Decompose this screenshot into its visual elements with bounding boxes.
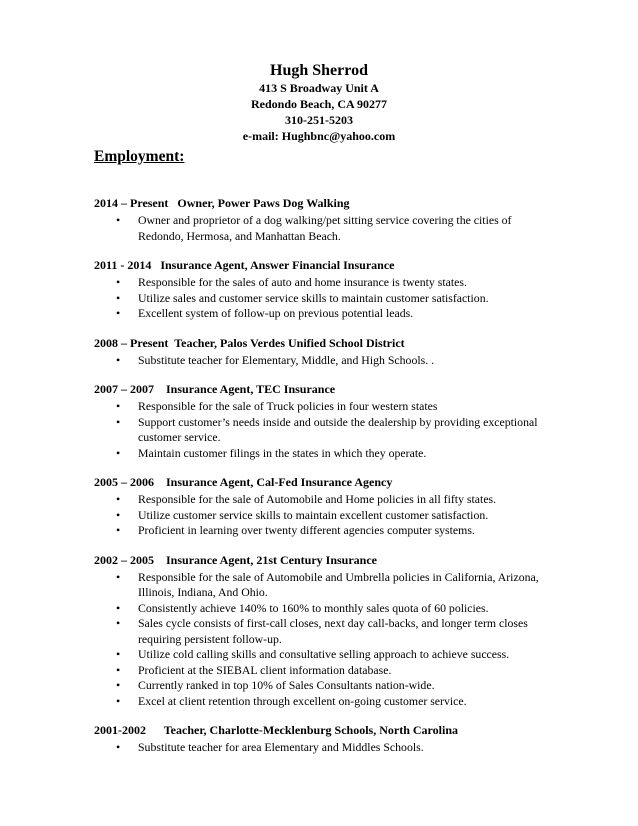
- job-bullet: • Responsible for the sale of Automobile and Home policies in all fifty states.: [94, 492, 554, 508]
- email-address: e-mail: Hughbnc@yahoo.com: [242, 129, 396, 143]
- job-bullet: • Substitute teacher for Elementary, Middle, and High Schools. .: [94, 353, 554, 369]
- job-bullets: [94, 492, 554, 539]
- job-entry: [94, 257, 554, 322]
- job-title: 2011 - 2014 Insurance Agent, Answer Financial Insurance: [94, 258, 395, 272]
- job-title: 2001-2002 Teacher, Charlotte-Mecklenburg Schools, North Carolina: [94, 723, 458, 737]
- job-bullet: • Owner and proprietor of a dog walking/pet sitting service covering the cities of Redondo, Hermosa, and Manhattan Beach.: [94, 213, 554, 244]
- job-bullets: [94, 399, 554, 461]
- job-title: 2002 – 2005 Insurance Agent, 21st Century Insurance: [94, 552, 378, 567]
- applicant-name: Hugh Sherrod: [270, 62, 368, 79]
- job-bullet: • Responsible for the sale of Truck policies in four western states: [94, 399, 554, 415]
- job-entry: [94, 335, 554, 369]
- job-title: 2008 – Present Teacher, Palos Verdes Unified School District: [94, 335, 405, 350]
- job-bullets: [94, 275, 554, 322]
- job-bullet: • Excellent system of follow-up on previous potential leads.: [94, 306, 554, 322]
- job-bullets: [94, 570, 554, 710]
- job-bullet: • Utilize sales and customer service skills to maintain customer satisfaction.: [94, 291, 554, 307]
- job-bullet: • Responsible for the sales of auto and home insurance is twenty states.: [94, 275, 554, 291]
- job-bullet: • Utilize cold calling skills and consultative selling approach to achieve success.: [94, 647, 554, 663]
- job-bullet: • Substitute teacher for area Elementary and Middles Schools.: [94, 740, 554, 756]
- contact-header: [0, 61, 638, 144]
- job-bullet: • Utilize customer service skills to maintain excellent customer satisfaction.: [94, 508, 554, 524]
- job-entry: [94, 552, 554, 710]
- job-bullet: • Support customer’s needs inside and outside the dealership by providing exceptional customer service.: [94, 415, 554, 446]
- job-bullet: • Excel at client retention through excellent on-going customer service.: [94, 694, 554, 710]
- job-title: 2005 – 2006 Insurance Agent, Cal-Fed Insurance Agency: [94, 475, 393, 489]
- job-bullet: • Responsible for the sale of Automobile and Umbrella policies in California, Arizona, Illinois, Indiana, And Ohio.: [94, 570, 554, 601]
- job-entry: [94, 474, 554, 539]
- job-list: [94, 195, 554, 769]
- job-bullet: • Sales cycle consists of first-call closes, next day call-backs, and longer term closes requiring persistent follow-up.: [94, 616, 554, 647]
- phone-number: 310-251-5203: [285, 113, 353, 127]
- job-entry: [94, 722, 554, 756]
- job-entry: [94, 381, 554, 461]
- job-bullets: [94, 740, 554, 756]
- job-bullet: • Maintain customer filings in the states in which they operate.: [94, 446, 554, 462]
- job-entry: [94, 195, 554, 244]
- job-title: 2014 – Present Owner, Power Paws Dog Walking: [94, 196, 350, 210]
- job-title: 2007 – 2007 Insurance Agent, TEC Insurance: [94, 382, 336, 396]
- employment-heading: Employment:: [94, 148, 185, 165]
- job-bullet: • Consistently achieve 140% to 160% to monthly sales quota of 60 policies.: [94, 601, 554, 617]
- address-line-1: 413 S Broadway Unit A: [259, 81, 379, 95]
- job-bullet: • Proficient at the SIEBAL client information database.: [94, 663, 554, 679]
- job-bullet: • Proficient in learning over twenty different agencies computer systems.: [94, 523, 554, 539]
- address-line-2: Redondo Beach, CA 90277: [250, 97, 387, 111]
- job-bullets: [94, 213, 554, 244]
- job-bullet: • Currently ranked in top 10% of Sales Consultants nation-wide.: [94, 678, 554, 694]
- job-bullets: [94, 353, 554, 369]
